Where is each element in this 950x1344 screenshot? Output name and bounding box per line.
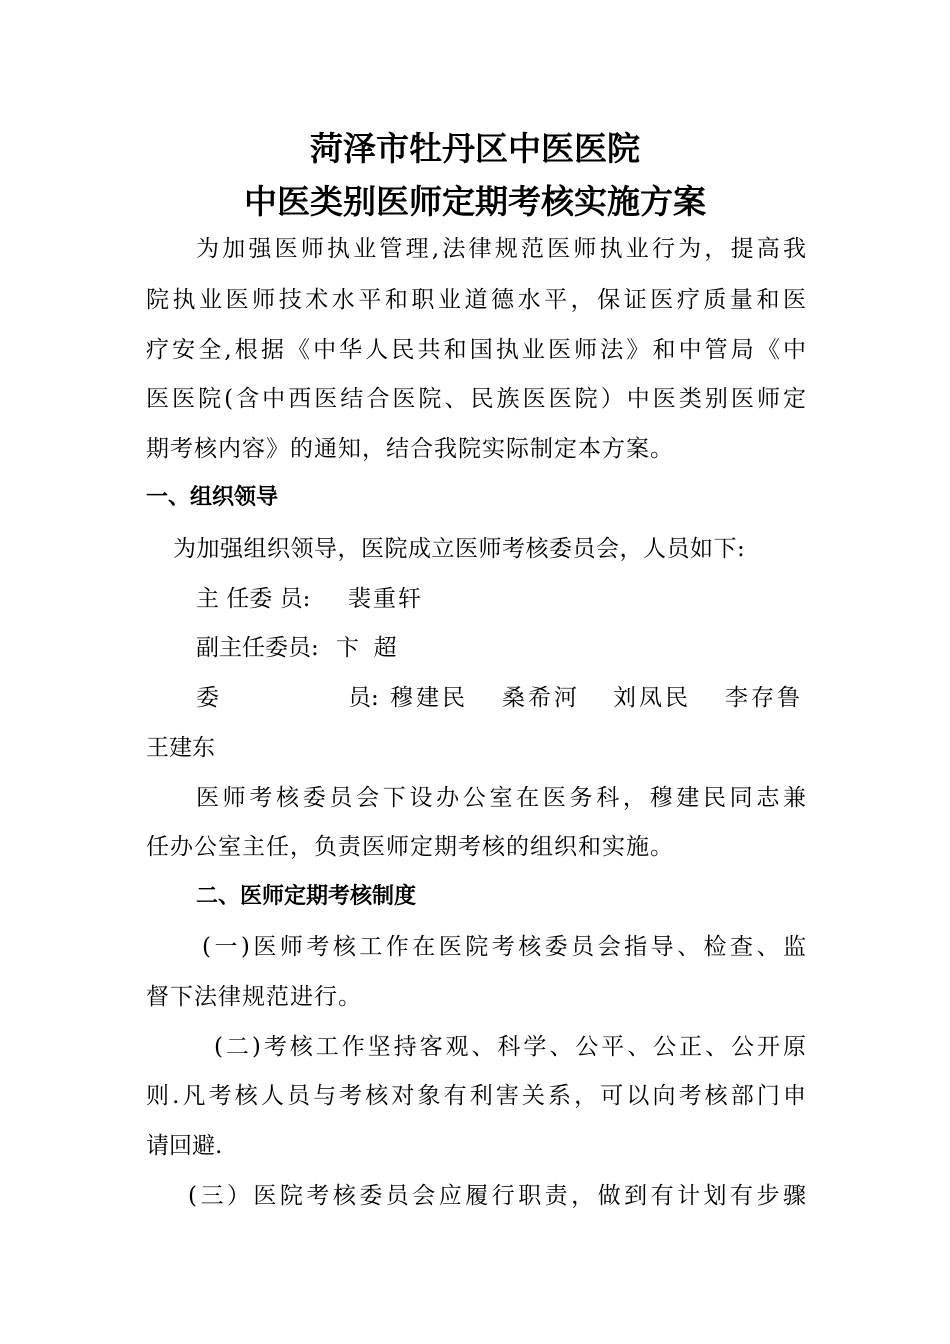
- document-title-hospital: 菏泽市牡丹区中医医院: [310, 129, 640, 168]
- item3-line-1: (三）医院考核委员会应履行职责，做到有计划有步骤: [188, 1183, 806, 1209]
- deputy-label: 副主任委员:: [196, 635, 319, 661]
- section-heading-organization: 一、组织领导: [146, 485, 279, 510]
- member-name: 刘凤民: [613, 685, 691, 711]
- deputy-name: 卞 超: [336, 635, 397, 661]
- item2-line-3: 请回避.: [146, 1133, 223, 1159]
- members-label-start: 委: [196, 685, 219, 711]
- office-line-2: 任办公室主任，负责医师定期考核的组织和实施。: [146, 834, 674, 860]
- member-name-wrapped: 王建东: [146, 735, 215, 761]
- document-title-plan: 中医类别医师定期考核实施方案: [244, 182, 706, 221]
- member-name: 穆建民: [390, 685, 468, 711]
- intro-line-5: 期考核内容》的通知，结合我院实际制定本方案。: [146, 436, 674, 462]
- members-label-end: 员:: [348, 685, 379, 711]
- intro-line-3: 疗安全,根据《中华人民共和国执业医师法》和中管局《中: [146, 337, 806, 363]
- office-line-1: 医师考核委员会下设办公室在医务科，穆建民同志兼: [196, 785, 806, 811]
- item2-line-2: 则.凡考核人员与考核对象有利害关系，可以向考核部门申: [146, 1083, 806, 1109]
- item1-line-1: (一)医师考核工作在医院考核委员会指导、检查、监: [202, 934, 806, 960]
- intro-line-2: 院执业医师技术水平和职业道德水平，保证医疗质量和医: [146, 287, 806, 313]
- director-name: 裴重轩: [348, 586, 423, 612]
- intro-line-1: 为加强医师执业管理,法律规范医师执业行为，提高我: [196, 236, 806, 262]
- member-name: 李存鲁: [725, 685, 803, 711]
- committee-lead-text: 为加强组织领导，医院成立医师考核委员会，人员如下:: [173, 536, 746, 562]
- director-label: 主 任委 员:: [196, 586, 311, 612]
- member-name: 桑希河: [502, 685, 580, 711]
- section-heading-assessment-system: 二、医师定期考核制度: [196, 884, 417, 909]
- item2-line-1: (二)考核工作坚持客观、科学、公平、公正、公开原: [214, 1034, 806, 1060]
- item1-line-2: 督下法律规范进行。: [146, 984, 362, 1010]
- intro-line-4: 医医院(含中西医结合医院、民族医医院）中医类别医师定: [146, 386, 806, 412]
